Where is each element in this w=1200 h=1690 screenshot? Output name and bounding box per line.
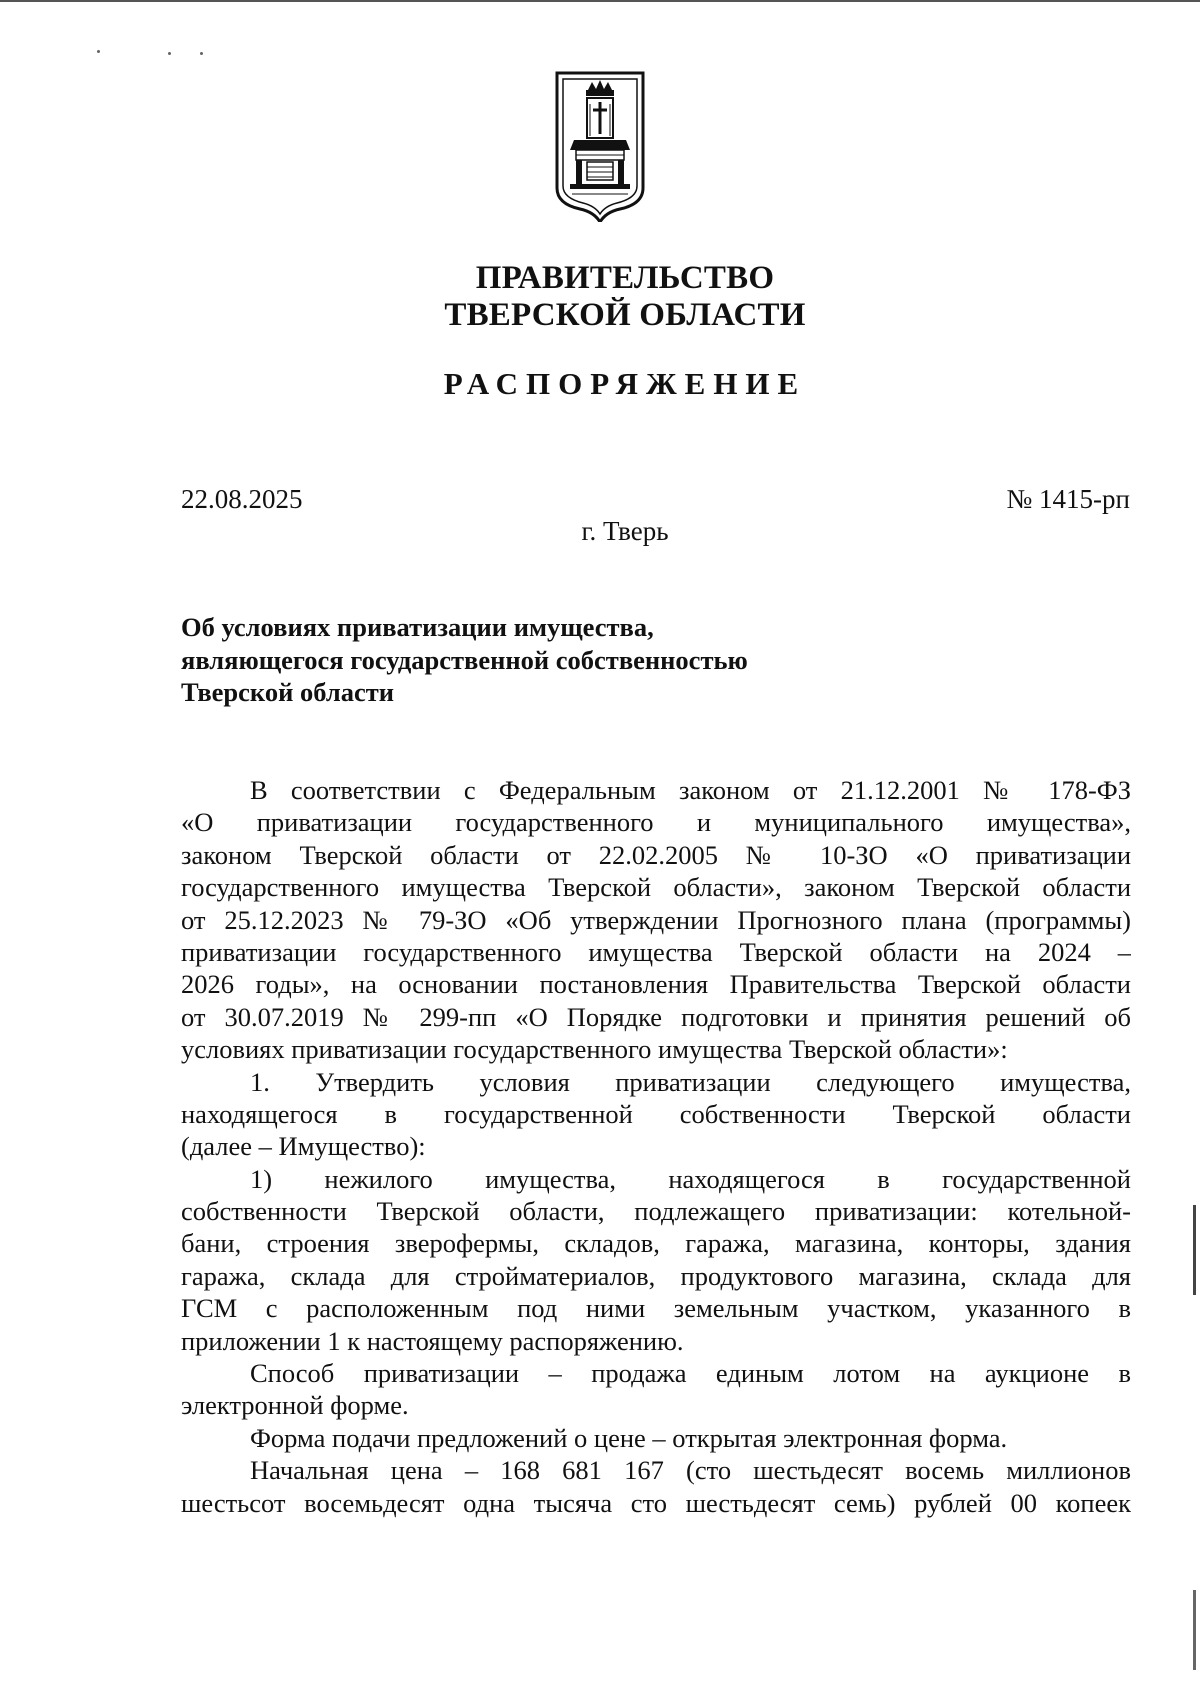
body-line: Начальная цена – 168 681 167 (сто шестьдесят восемь миллионов — [250, 1455, 1131, 1486]
body-line: собственности Тверской области, подлежащего приватизации: котельной- — [181, 1196, 1131, 1227]
body-line: законом Тверской области от 22.02.2005 № 10-ЗО «О приватизации — [181, 839, 1131, 870]
subject-line: Тверской области — [181, 677, 394, 707]
document-subject — [181, 611, 881, 709]
scan-top-edge — [0, 0, 1200, 2]
body-line: приватизации государственного имущества Тверской области на 2024 – — [181, 936, 1131, 967]
body-line: В соответствии с Федеральным законом от 21.12.2001 № 178-ФЗ — [250, 775, 1131, 805]
body-line: приложении 1 к настоящему распоряжению. — [181, 1325, 684, 1356]
body-line: электронной форме. — [181, 1390, 409, 1421]
body-line: ГСМ с расположенным под ними земельным участком, указанного в — [181, 1293, 1131, 1324]
body-line: «О приватизации государственного и муниципального имущества», — [181, 807, 1131, 838]
body-line: 1. Утвердить условия приватизации следующего имущества, — [250, 1066, 1131, 1097]
document-date: 22.08.2025 — [181, 484, 303, 514]
document-body — [181, 774, 1131, 1519]
body-line: государственного имущества Тверской области», законом Тверской области — [181, 872, 1131, 903]
org-title-line2: ТВЕРСКОЙ ОБЛАСТИ — [444, 297, 806, 333]
document-city: г. Тверь — [581, 516, 669, 546]
scan-speck — [97, 50, 100, 53]
body-line: условиях приватизации государственного имущества Тверской области»: — [181, 1034, 1008, 1065]
body-line: Способ приватизации – продажа единым лотом на аукционе в — [250, 1358, 1131, 1389]
subject-line: Об условиях приватизации имущества, — [181, 612, 654, 642]
body-line: гаража, склада для стройматериалов, продуктового магазина, склада для — [181, 1260, 1131, 1291]
document-number: № 1415-рп — [1006, 484, 1130, 514]
body-line: от 25.12.2023 № 79-ЗО «Об утверждении Прогнозного плана (программы) — [181, 904, 1131, 935]
body-line: находящегося в государственной собственности Тверской области — [181, 1098, 1131, 1129]
scan-right-edge-mark — [1193, 1590, 1196, 1670]
subject-line: являющегося государственной собственностью — [181, 644, 748, 675]
body-line: шестьсот восемьдесят одна тысяча сто шестьдесят семь) рублей 00 копеек — [181, 1487, 1131, 1518]
document-type: РАСПОРЯЖЕНИЕ — [443, 366, 807, 401]
org-title-line1: ПРАВИТЕЛЬСТВО — [475, 260, 775, 296]
body-line: 1) нежилого имущества, находящегося в государственной — [250, 1163, 1131, 1194]
coat-of-arms-emblem — [554, 70, 646, 222]
body-line: от 30.07.2019 № 299-пп «О Порядке подготовки и принятия решений об — [181, 1001, 1131, 1032]
body-line: бани, строения зверофермы, складов, гаража, магазина, конторы, здания — [181, 1228, 1131, 1259]
scan-speck — [168, 52, 171, 55]
body-line: Форма подачи предложений о цене – открытая электронная форма. — [250, 1422, 1008, 1453]
scan-right-edge-mark — [1193, 1205, 1196, 1295]
scan-speck — [200, 52, 203, 55]
body-line: 2026 годы», на основании постановления Правительства Тверской области — [181, 969, 1131, 1000]
body-line: (далее – Имущество): — [181, 1131, 426, 1162]
